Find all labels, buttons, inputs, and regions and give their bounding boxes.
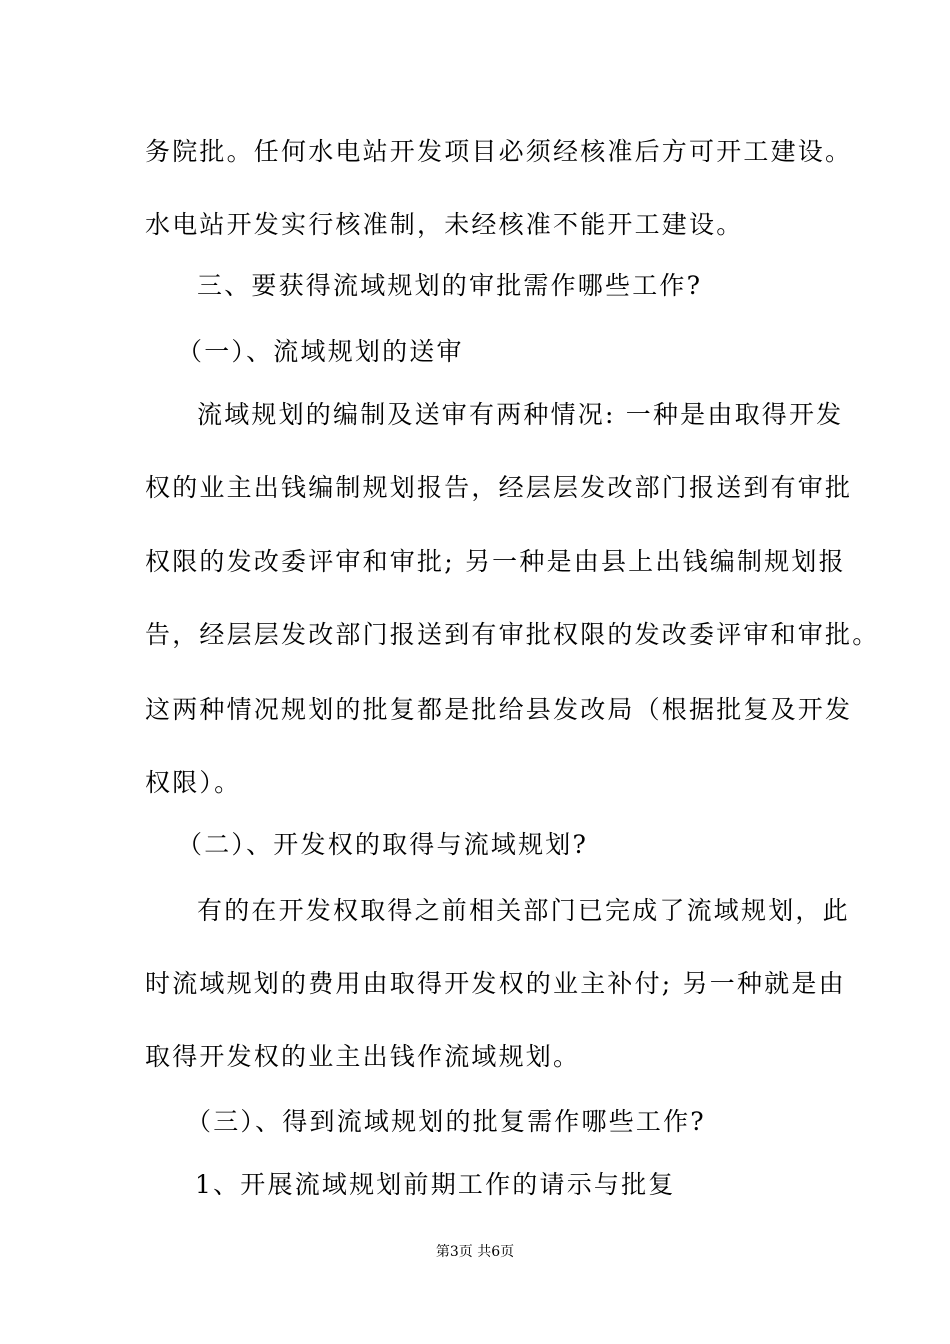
paragraph-line: 有的在开发权取得之前相关部门已完成了流域规划，此 [197, 896, 850, 925]
page-footer: 第3页 共6页 [435, 1244, 515, 1260]
paragraph-line: 权限）。 [145, 768, 242, 797]
subsection-heading: （一）、流域规划的送审 [177, 337, 464, 366]
paragraph-line: 水电站开发实行核准制，未经核准不能开工建设。 [145, 210, 744, 239]
paragraph-line: 告，经层层发改部门报送到有审批权限的发改委评审和审批。 [145, 620, 880, 649]
section-heading: 三、要获得流域规划的审批需作哪些工作? [197, 271, 703, 300]
list-item: 1、开展流域规划前期工作的请示与批复 [195, 1170, 676, 1199]
paragraph-line: 务院批。任何水电站开发项目必须经核准后方可开工建设。 [145, 137, 853, 166]
paragraph-line: 取得开发权的业主出钱作流域规划。 [145, 1042, 581, 1071]
subsection-heading: （二）、开发权的取得与流域规划? [177, 830, 589, 859]
paragraph-line: 权限的发改委评审和审批; 另一种是由县上出钱编制规划报 [145, 547, 846, 576]
paragraph-line: 这两种情况规划的批复都是批给县发改局（根据批复及开发 [145, 695, 853, 724]
paragraph-line: 时流域规划的费用由取得开发权的业主补付; 另一种就是由 [145, 969, 846, 998]
paragraph-line: 权的业主出钱编制规划报告，经层层发改部门报送到有审批 [145, 473, 853, 502]
subsection-heading: （三）、得到流域规划的批复需作哪些工作? [186, 1107, 706, 1136]
paragraph-line: 流域规划的编制及送审有两种情况: 一种是由取得开发 [197, 400, 844, 429]
